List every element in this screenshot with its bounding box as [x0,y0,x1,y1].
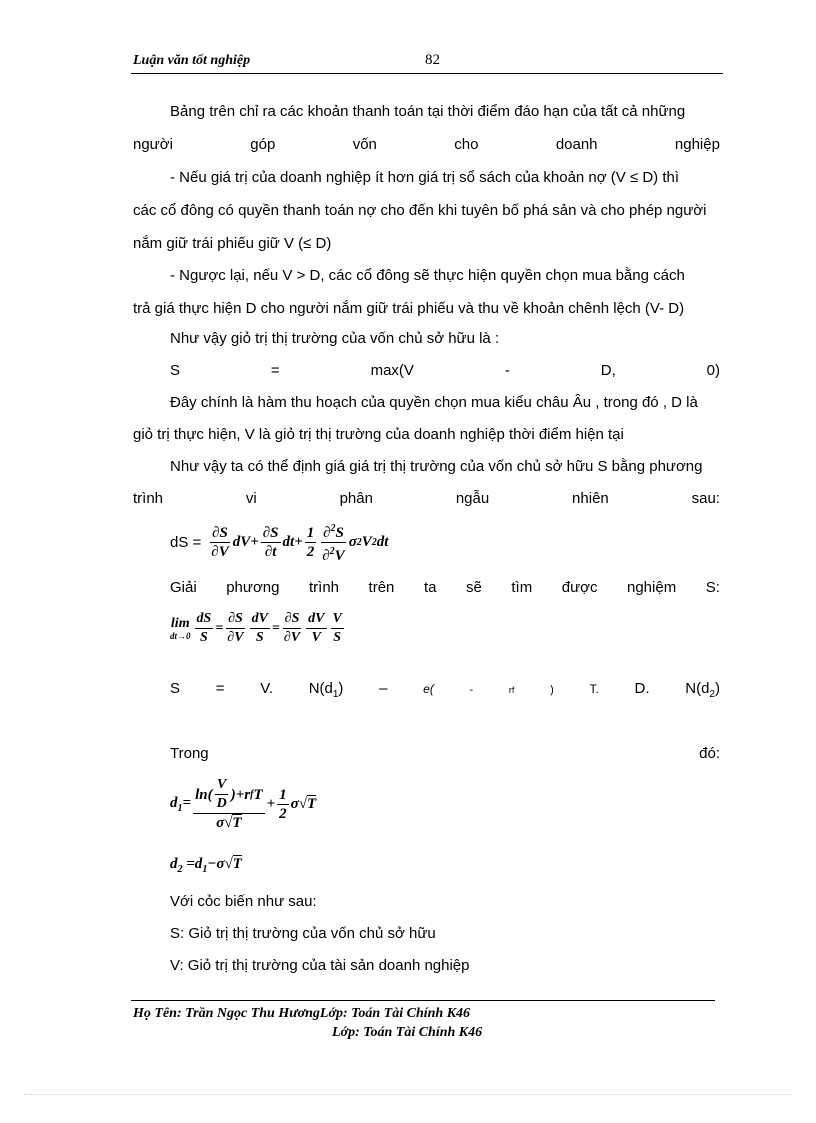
footer-rule [131,1000,715,1001]
ds-formula: $\frac{\partial S}{\partial V}$ dV+ $\frac{\partial S}{\partial t}$ dt+ $\frac{1}{2}$ $\frac{\partial^2S}{\partial^2V}$ σ 2 V 2 dt [207,520,388,565]
variable-s: S: Giỏ trị thị trường của vốn chủ sở hữu [170,925,436,942]
word: trình [309,579,340,596]
word: người [133,136,173,153]
formula-token: V. [260,680,273,697]
paragraph-line: - Ngược lại, nếu V > D, các cổ đông sẽ thực hiện quyền chọn mua bằng cách [170,267,685,284]
word: Trong [170,745,209,762]
formula-token: e( [423,682,434,696]
paragraph-line: Đây chính là hàm thu hoạch của quyền chọn mua kiểu châu Âu , trong đó , D là [170,394,698,411]
paragraph-line: Như vậy ta có thể định giá giá trị thị trường của vốn chủ sở hữu S bằng phương [170,458,703,475]
word: ta [423,579,437,596]
formula-token: = [215,680,225,697]
formula-token: - [469,684,474,696]
paragraph-line: nắm giữ trái phiếu giữ V (≤ D) [133,235,332,252]
paragraph-line: trả giá thực hiện D cho người nắm giữ trái phiếu và thu về khoản chênh lệch (V- D) [133,300,685,317]
formula-token: S [170,362,181,379]
word: ngẫu [455,490,490,507]
word: trình [133,490,164,507]
page-bottom-dotted-border [24,1094,792,1095]
formula-token: S [170,680,181,697]
paragraph-line: các cổ đông có quyền thanh toán nợ cho đến khi tuyên bố phá sản và cho phép người [133,202,707,219]
paragraph-justified-line [133,490,720,508]
d1-equation: $d_1=$ ln( $\frac{V}{D}$ )+r f T σ√T + $\frac{1}{2}$ σ√ T [170,777,317,831]
word: nghiệm [627,579,677,596]
paragraph-line: Như vậy giỏ trị thị trường của vốn chủ sở hữu là : [170,330,500,347]
word: tìm [511,579,533,596]
word: trên [368,579,395,596]
word: nhiên [572,490,609,507]
formula-token: N(d [685,680,710,697]
word: góp [250,136,276,153]
variables-intro: Với cỏc biến như sau: [170,893,317,910]
paragraph-line: giỏ trị thực hiện, V là giỏ trị thị trường của doanh nghiệp thời điểm hiện tại [133,426,624,443]
variable-v: V: Giỏ trị thị trường của tài sản doanh nghiệp [170,957,470,974]
limit-equation: lim dt→0 $\frac{dS}{S}$ = $\frac{\partial S}{\partial V}$ $\frac{dV}{S}$ = $\frac{\partial S}{\partial V}$ $\frac{dV}{V}$ $\frac{V}{S}$ [170,611,342,645]
formula-token: D. [634,680,650,697]
word: Giải [170,579,197,596]
formula-token: N(d [308,680,333,697]
formula-token: max(V [370,362,414,379]
word: S: [705,579,720,596]
word: doanh [555,136,598,153]
paragraph-line: Bảng trên chỉ ra các khoản thanh toán tại thời điểm đáo hạn của tất cả những [170,103,686,120]
word: sẽ [465,579,482,596]
formula-token: ) [550,684,554,696]
footer-line-2: Lớp: Toán Tài Chính K46 [332,1025,483,1040]
footer-line-1: Họ Tên: Trần Ngọc Thu HươngLớp: Toán Tài Chính K46 [133,1006,471,1021]
formula-token: rf [508,685,515,695]
black-scholes-line [170,680,720,704]
formula-token: T. [589,682,599,696]
formula-subscript: 2 [709,689,715,700]
ds-equation [170,520,388,565]
formula-token: – [379,680,388,697]
word: vốn [352,136,377,153]
word: cho [454,136,479,153]
trong-do-line [170,745,720,763]
header-rule [131,73,723,74]
formula-token: ) [714,680,720,697]
formula-token: - [504,362,510,379]
word: vi [245,490,257,507]
formula-token: ) [338,680,344,697]
formula-token: 0) [706,362,720,379]
ds-label: dS = [170,533,202,551]
word: đó: [699,745,720,762]
formula-token: D, [600,362,616,379]
d2-equation: $d_2 =d_1-\sigma√T$ [170,856,242,875]
word: phương [226,579,280,596]
solve-line [170,579,720,597]
header-title: Luận văn tốt nghiệp [133,53,251,68]
word: phân [339,490,373,507]
formula-s-max [170,362,720,380]
word: nghiệp [674,136,720,153]
formula-subscript: 1 [332,689,339,700]
paragraph-justified-line [133,136,720,154]
page-number: 82 [425,52,440,68]
formula-token: = [270,362,280,379]
word: sau: [691,490,720,507]
paragraph-line: - Nếu giá trị của doanh nghiệp ít hơn giá trị sổ sách của khoản nợ (V ≤ D) thì [170,169,680,186]
word: được [561,579,598,596]
